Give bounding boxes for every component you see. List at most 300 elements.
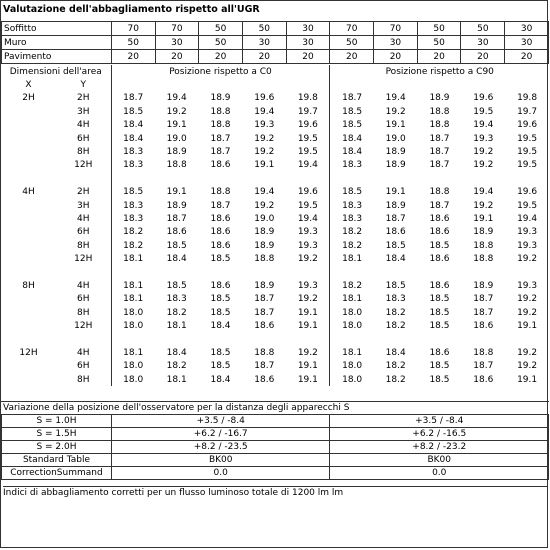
x-dimension: 8H	[22, 280, 35, 291]
ugr-value-c0: 18.3	[111, 159, 155, 172]
ugr-value-c90: 18.0	[330, 360, 374, 373]
reflectance-value: 70	[111, 22, 155, 36]
ugr-value-c0: 19.2	[254, 200, 275, 211]
ugr-value-c0: 19.4	[254, 106, 275, 117]
variation-row	[2, 415, 549, 428]
ugr-value-c90: 19.6	[517, 187, 538, 198]
reflectance-value: 50	[199, 22, 243, 36]
y-dimension: 6H	[77, 227, 90, 238]
reflectance-value: 20	[374, 50, 418, 64]
ugr-value-c0: 18.5	[111, 105, 155, 118]
x-dimension	[1, 159, 56, 172]
reflectance-value: 30	[286, 36, 330, 50]
ugr-value-c0: 18.7	[254, 307, 275, 318]
ugr-value-c90: 18.0	[330, 319, 374, 332]
ugr-value-c0: 18.5	[166, 280, 187, 291]
ugr-value-c90: 18.4	[330, 145, 374, 158]
ugr-value-c0: 18.2	[111, 226, 155, 239]
x-dimension	[1, 212, 56, 225]
table-row	[1, 186, 549, 199]
x-dimension: 4H	[22, 187, 35, 198]
variation-label: S = 1.5H	[2, 428, 112, 441]
x-dimension	[1, 199, 56, 212]
reflectance-value: 50	[111, 36, 155, 50]
table-row	[1, 132, 549, 145]
ugr-value-c90: 18.6	[385, 227, 406, 238]
ugr-value-c0: 18.7	[254, 361, 275, 372]
ugr-value-c0: 18.3	[111, 199, 155, 212]
ugr-value-c90: 19.1	[517, 374, 538, 385]
y-dimension: 6H	[77, 361, 90, 372]
variation-c0: +6.2 / -16.7	[111, 428, 330, 441]
ugr-value-c0: 19.3	[297, 227, 318, 238]
page-title: Valutazione dell'abbagliamento rispetto all'UGR	[3, 4, 260, 15]
ugr-value-c90: 18.2	[330, 279, 374, 292]
x-dimension	[1, 239, 56, 252]
ugr-value-c0: 18.1	[111, 346, 155, 359]
ugr-value-c0: 18.6	[166, 227, 187, 238]
ugr-value-c0: 18.5	[210, 294, 231, 305]
y-dimension: 12H	[74, 160, 93, 171]
ugr-value-c0: 18.6	[254, 374, 275, 385]
reflectance-value: 70	[374, 22, 418, 36]
reflectance-value: 20	[505, 50, 549, 64]
reflectance-value: 20	[461, 50, 505, 64]
ugr-value-c0: 18.5	[166, 240, 187, 251]
ugr-value-c90: 18.3	[330, 159, 374, 172]
table-row	[1, 346, 549, 359]
ugr-value-c0: 19.0	[254, 213, 275, 224]
ugr-value-c90: 19.3	[517, 227, 538, 238]
x-dimension	[1, 373, 56, 386]
variation-row	[2, 467, 549, 480]
x-dimension	[1, 132, 56, 145]
ugr-value-c0: 18.9	[210, 93, 231, 104]
ugr-value-c90: 18.5	[429, 321, 450, 332]
ugr-value-c90: 19.2	[517, 347, 538, 358]
ugr-value-c0: 18.0	[111, 306, 155, 319]
reflectance-label: Muro	[2, 36, 112, 50]
ugr-value-c0: 19.2	[297, 254, 318, 265]
reflectance-value: 50	[461, 22, 505, 36]
variation-label: S = 2.0H	[2, 441, 112, 454]
ugr-value-c90: 18.5	[429, 307, 450, 318]
ugr-value-c90: 18.8	[473, 254, 494, 265]
reflectance-value: 30	[286, 22, 330, 36]
ugr-value-c90: 18.8	[429, 120, 450, 131]
ugr-value-c90: 18.4	[385, 254, 406, 265]
y-dimension: 6H	[77, 294, 90, 305]
ugr-value-c90: 18.1	[330, 293, 374, 306]
ugr-value-c90: 18.2	[330, 239, 374, 252]
ugr-value-c0: 18.5	[210, 307, 231, 318]
ugr-value-c0: 19.4	[297, 160, 318, 171]
ugr-value-c90: 18.5	[330, 186, 374, 199]
ugr-value-c90: 18.8	[473, 347, 494, 358]
ugr-value-c0: 18.0	[111, 373, 155, 386]
reflectance-value: 20	[199, 50, 243, 64]
ugr-value-c90: 18.2	[385, 361, 406, 372]
ugr-value-c0: 19.1	[297, 321, 318, 332]
x-label: X	[25, 80, 32, 91]
reflectance-value: 20	[417, 50, 461, 64]
reflectance-value: 20	[155, 50, 199, 64]
ugr-value-c90: 18.7	[473, 361, 494, 372]
ugr-value-c90: 18.6	[429, 254, 450, 265]
x-dimension	[1, 306, 56, 319]
ugr-value-c90: 18.7	[429, 147, 450, 158]
ugr-value-c0: 18.2	[166, 307, 187, 318]
reflectance-value: 70	[330, 22, 374, 36]
ugr-value-c90: 18.8	[473, 240, 494, 251]
x-dimension	[1, 319, 56, 332]
ugr-value-c90: 18.9	[473, 227, 494, 238]
reflectance-value: 50	[330, 36, 374, 50]
y-dimension: 8H	[77, 147, 90, 158]
reflectance-label: Soffitto	[2, 22, 112, 36]
ugr-value-c0: 18.9	[254, 240, 275, 251]
ugr-value-c0: 18.7	[166, 213, 187, 224]
ugr-value-c0: 19.1	[297, 361, 318, 372]
ugr-value-c0: 19.4	[254, 187, 275, 198]
ugr-value-c90: 18.2	[385, 307, 406, 318]
ugr-value-c90: 19.3	[517, 240, 538, 251]
ugr-value-c0: 18.6	[210, 240, 231, 251]
ugr-value-c90: 19.8	[517, 93, 538, 104]
ugr-value-c90: 18.4	[385, 347, 406, 358]
ugr-value-c0: 18.5	[210, 347, 231, 358]
ugr-value-c90: 18.5	[429, 361, 450, 372]
y-dimension: 4H	[77, 280, 90, 291]
ugr-value-c90: 19.2	[517, 294, 538, 305]
ugr-value-c0: 18.1	[166, 321, 187, 332]
y-dimension: 6H	[77, 133, 90, 144]
ugr-value-c0: 18.3	[166, 294, 187, 305]
y-dimension: 3H	[77, 106, 90, 117]
ugr-value-c90: 18.6	[429, 213, 450, 224]
x-dimension	[1, 119, 56, 132]
table-row	[1, 145, 549, 158]
ugr-value-c0: 18.6	[210, 280, 231, 291]
ugr-value-c90: 18.3	[385, 294, 406, 305]
ugr-value-c90: 18.9	[385, 160, 406, 171]
ugr-value-c90: 18.6	[473, 374, 494, 385]
ugr-value-c90: 18.1	[330, 346, 374, 359]
ugr-value-c90: 18.4	[330, 132, 374, 145]
c0-header: Posizione rispetto a C0	[111, 65, 330, 78]
variation-title: Variazione della posizione dell'osservatore per la distanza degli apparecchi S	[1, 401, 549, 414]
ugr-value-c0: 19.5	[297, 147, 318, 158]
variation-c0: +8.2 / -23.5	[111, 441, 330, 454]
ugr-value-c90: 18.5	[330, 119, 374, 132]
y-dimension: 12H	[74, 321, 93, 332]
ugr-value-c0: 19.3	[297, 240, 318, 251]
group-spacer	[1, 266, 549, 279]
variation-row	[2, 428, 549, 441]
ugr-value-c90: 19.4	[473, 187, 494, 198]
reflectance-value: 50	[417, 22, 461, 36]
ugr-value-c90: 18.7	[429, 133, 450, 144]
reflectance-value: 30	[374, 36, 418, 50]
ugr-value-c90: 18.6	[429, 227, 450, 238]
x-dimension	[1, 105, 56, 118]
table-row	[1, 105, 549, 118]
ugr-value-c90: 18.8	[429, 106, 450, 117]
ugr-value-c0: 18.3	[111, 212, 155, 225]
ugr-value-c0: 19.2	[297, 347, 318, 358]
x-dimension	[1, 226, 56, 239]
reflectance-value: 30	[242, 36, 286, 50]
y-dimension: 3H	[77, 200, 90, 211]
variation-c90: +6.2 / -16.5	[330, 428, 549, 441]
ugr-table	[1, 65, 549, 386]
table-row	[1, 239, 549, 252]
x-dimension: 2H	[22, 93, 35, 104]
ugr-value-c90: 19.5	[517, 133, 538, 144]
ugr-value-c0: 18.9	[166, 147, 187, 158]
ugr-value-c90: 18.7	[473, 307, 494, 318]
ugr-value-c90: 18.9	[473, 280, 494, 291]
ugr-value-c90: 19.0	[385, 133, 406, 144]
ugr-value-c0: 19.5	[297, 133, 318, 144]
ugr-value-c90: 18.9	[385, 200, 406, 211]
ugr-value-c0: 19.2	[254, 147, 275, 158]
ugr-value-c90: 18.2	[385, 321, 406, 332]
reflectance-row	[2, 22, 549, 36]
table-row	[1, 92, 549, 105]
ugr-value-c90: 19.7	[517, 106, 538, 117]
table-row	[1, 306, 549, 319]
ugr-value-c90: 18.3	[330, 212, 374, 225]
ugr-value-c90: 18.5	[429, 374, 450, 385]
table-row	[1, 319, 549, 332]
table-row	[1, 212, 549, 225]
ugr-value-c0: 19.3	[254, 120, 275, 131]
ugr-value-c0: 19.1	[166, 120, 187, 131]
reflectance-value: 50	[242, 22, 286, 36]
ugr-value-c90: 19.6	[517, 120, 538, 131]
ugr-value-c0: 19.1	[254, 160, 275, 171]
reflectance-value: 30	[505, 36, 549, 50]
y-dimension: 4H	[77, 213, 90, 224]
c90-header: Posizione rispetto a C90	[330, 65, 549, 78]
ugr-value-c90: 18.2	[330, 226, 374, 239]
ugr-value-c0: 18.5	[210, 361, 231, 372]
ugr-value-c90: 19.2	[517, 254, 538, 265]
reflectance-table	[1, 21, 549, 64]
ugr-value-c0: 18.7	[210, 133, 231, 144]
ugr-value-c0: 19.1	[297, 307, 318, 318]
ugr-value-c0: 18.1	[111, 252, 155, 265]
y-dimension: 2H	[77, 93, 90, 104]
ugr-value-c90: 19.4	[385, 93, 406, 104]
y-dimension: 8H	[77, 307, 90, 318]
table-row	[1, 199, 549, 212]
ugr-value-c0: 19.5	[297, 200, 318, 211]
ugr-value-c90: 18.7	[429, 160, 450, 171]
ugr-value-c0: 18.4	[166, 347, 187, 358]
reflectance-row	[2, 36, 549, 50]
ugr-value-c0: 19.8	[297, 93, 318, 104]
ugr-value-c90: 18.1	[330, 252, 374, 265]
ugr-value-c0: 18.4	[210, 321, 231, 332]
ugr-value-c90: 18.6	[473, 321, 494, 332]
x-dimension: 12H	[19, 347, 38, 358]
table-row	[1, 360, 549, 373]
ugr-value-c0: 18.7	[111, 92, 155, 105]
ugr-value-c0: 18.8	[210, 187, 231, 198]
variation-table	[1, 414, 549, 480]
ugr-value-c0: 18.8	[210, 106, 231, 117]
ugr-value-c90: 19.5	[473, 106, 494, 117]
variation-c90: +3.5 / -8.4	[330, 415, 549, 428]
y-dimension: 8H	[77, 240, 90, 251]
ugr-value-c90: 18.0	[330, 306, 374, 319]
ugr-value-c90: 19.4	[517, 213, 538, 224]
ugr-value-c0: 18.5	[210, 254, 231, 265]
ugr-value-c90: 19.5	[517, 200, 538, 211]
reflectance-label: Pavimento	[2, 50, 112, 64]
variation-c90: +8.2 / -23.2	[330, 441, 549, 454]
ugr-value-c0: 18.0	[111, 319, 155, 332]
ugr-value-c90: 19.1	[385, 187, 406, 198]
ugr-value-c0: 18.6	[210, 160, 231, 171]
ugr-value-c0: 18.7	[210, 200, 231, 211]
x-dimension	[1, 293, 56, 306]
ugr-value-c0: 18.7	[254, 294, 275, 305]
ugr-value-c90: 18.9	[385, 147, 406, 158]
ugr-value-c0: 19.2	[166, 106, 187, 117]
ugr-value-c0: 18.7	[210, 147, 231, 158]
table-row	[1, 293, 549, 306]
footer-note: Indici di abbagliamento corretti per un flusso luminoso totale di 1200 lm lm	[3, 486, 547, 500]
ugr-value-c0: 19.7	[297, 106, 318, 117]
variation-row	[2, 454, 549, 467]
ugr-value-c0: 19.4	[166, 93, 187, 104]
ugr-value-c0: 18.6	[254, 321, 275, 332]
ugr-value-c0: 18.8	[254, 347, 275, 358]
ugr-value-c0: 19.6	[297, 187, 318, 198]
ugr-value-c0: 19.2	[254, 133, 275, 144]
ugr-value-c90: 18.7	[385, 213, 406, 224]
ugr-value-c0: 18.9	[254, 227, 275, 238]
ugr-value-c90: 19.2	[473, 200, 494, 211]
ugr-value-c90: 19.2	[517, 307, 538, 318]
area-dimensions-label: Dimensioni dell'area	[9, 66, 102, 77]
ugr-value-c0: 18.3	[111, 145, 155, 158]
ugr-value-c90: 18.3	[330, 199, 374, 212]
ugr-value-c90: 19.3	[473, 133, 494, 144]
reflectance-value: 30	[155, 36, 199, 50]
ugr-value-c0: 19.6	[254, 93, 275, 104]
x-dimension	[1, 145, 56, 158]
ugr-value-c90: 19.6	[473, 93, 494, 104]
ugr-value-c0: 18.1	[166, 374, 187, 385]
ugr-value-c90: 18.7	[429, 200, 450, 211]
ugr-value-c90: 18.6	[429, 347, 450, 358]
ugr-value-c90: 18.8	[429, 187, 450, 198]
ugr-value-c90: 18.2	[385, 374, 406, 385]
reflectance-value: 70	[155, 22, 199, 36]
ugr-value-c0: 18.2	[111, 239, 155, 252]
ugr-value-c90: 19.2	[517, 361, 538, 372]
ugr-value-c90: 18.7	[330, 92, 374, 105]
ugr-value-c90: 19.2	[473, 160, 494, 171]
reflectance-value: 20	[286, 50, 330, 64]
ugr-value-c0: 18.4	[111, 132, 155, 145]
y-dimension: 2H	[77, 187, 90, 198]
y-label: Y	[80, 80, 86, 91]
table-row	[1, 226, 549, 239]
ugr-value-c0: 18.1	[111, 293, 155, 306]
ugr-value-c90: 19.2	[473, 147, 494, 158]
ugr-value-c90: 18.9	[429, 93, 450, 104]
ugr-value-c0: 18.6	[210, 227, 231, 238]
ugr-value-c0: 18.8	[254, 254, 275, 265]
reflectance-value: 20	[330, 50, 374, 64]
ugr-value-c0: 18.4	[111, 119, 155, 132]
ugr-value-c90: 19.1	[385, 120, 406, 131]
ugr-value-c0: 18.8	[210, 120, 231, 131]
ugr-value-c0: 18.0	[111, 360, 155, 373]
ugr-value-c0: 19.1	[166, 187, 187, 198]
table-row	[1, 279, 549, 292]
ugr-value-c90: 18.5	[429, 294, 450, 305]
variation-c0: +3.5 / -8.4	[111, 415, 330, 428]
reflectance-value: 30	[505, 22, 549, 36]
ugr-value-c0: 19.3	[297, 280, 318, 291]
variation-label: CorrectionSummand	[2, 467, 112, 480]
ugr-value-c90: 19.1	[473, 213, 494, 224]
ugr-value-c90: 18.5	[385, 280, 406, 291]
ugr-value-c90: 19.1	[517, 321, 538, 332]
variation-label: Standard Table	[2, 454, 112, 467]
ugr-value-c0: 19.2	[297, 294, 318, 305]
ugr-value-c0: 18.9	[254, 280, 275, 291]
ugr-value-c0: 18.2	[166, 361, 187, 372]
ugr-value-c0: 19.0	[166, 133, 187, 144]
ugr-value-c0: 18.9	[166, 200, 187, 211]
reflectance-value: 50	[417, 36, 461, 50]
ugr-value-c0: 18.4	[166, 254, 187, 265]
reflectance-value: 20	[242, 50, 286, 64]
group-spacer	[1, 333, 549, 346]
ugr-value-c0: 18.1	[111, 279, 155, 292]
ugr-value-c90: 19.3	[517, 280, 538, 291]
y-dimension: 4H	[77, 120, 90, 131]
ugr-value-c0: 18.5	[111, 186, 155, 199]
ugr-value-c0: 18.4	[210, 374, 231, 385]
table-row	[1, 252, 549, 265]
x-dimension	[1, 360, 56, 373]
reflectance-value: 20	[111, 50, 155, 64]
ugr-value-c0: 19.4	[297, 213, 318, 224]
ugr-value-c90: 18.7	[473, 294, 494, 305]
table-row	[1, 119, 549, 132]
table-row	[1, 159, 549, 172]
ugr-value-c90: 18.5	[429, 240, 450, 251]
ugr-value-c90: 19.5	[517, 160, 538, 171]
ugr-value-c0: 19.6	[297, 120, 318, 131]
ugr-value-c90: 18.5	[385, 240, 406, 251]
variation-row	[2, 441, 549, 454]
reflectance-row	[2, 50, 549, 64]
reflectance-value: 50	[199, 36, 243, 50]
ugr-value-c90: 18.6	[429, 280, 450, 291]
ugr-value-c90: 19.5	[517, 147, 538, 158]
variation-c0: BK00	[111, 454, 330, 467]
ugr-value-c0: 18.6	[210, 213, 231, 224]
